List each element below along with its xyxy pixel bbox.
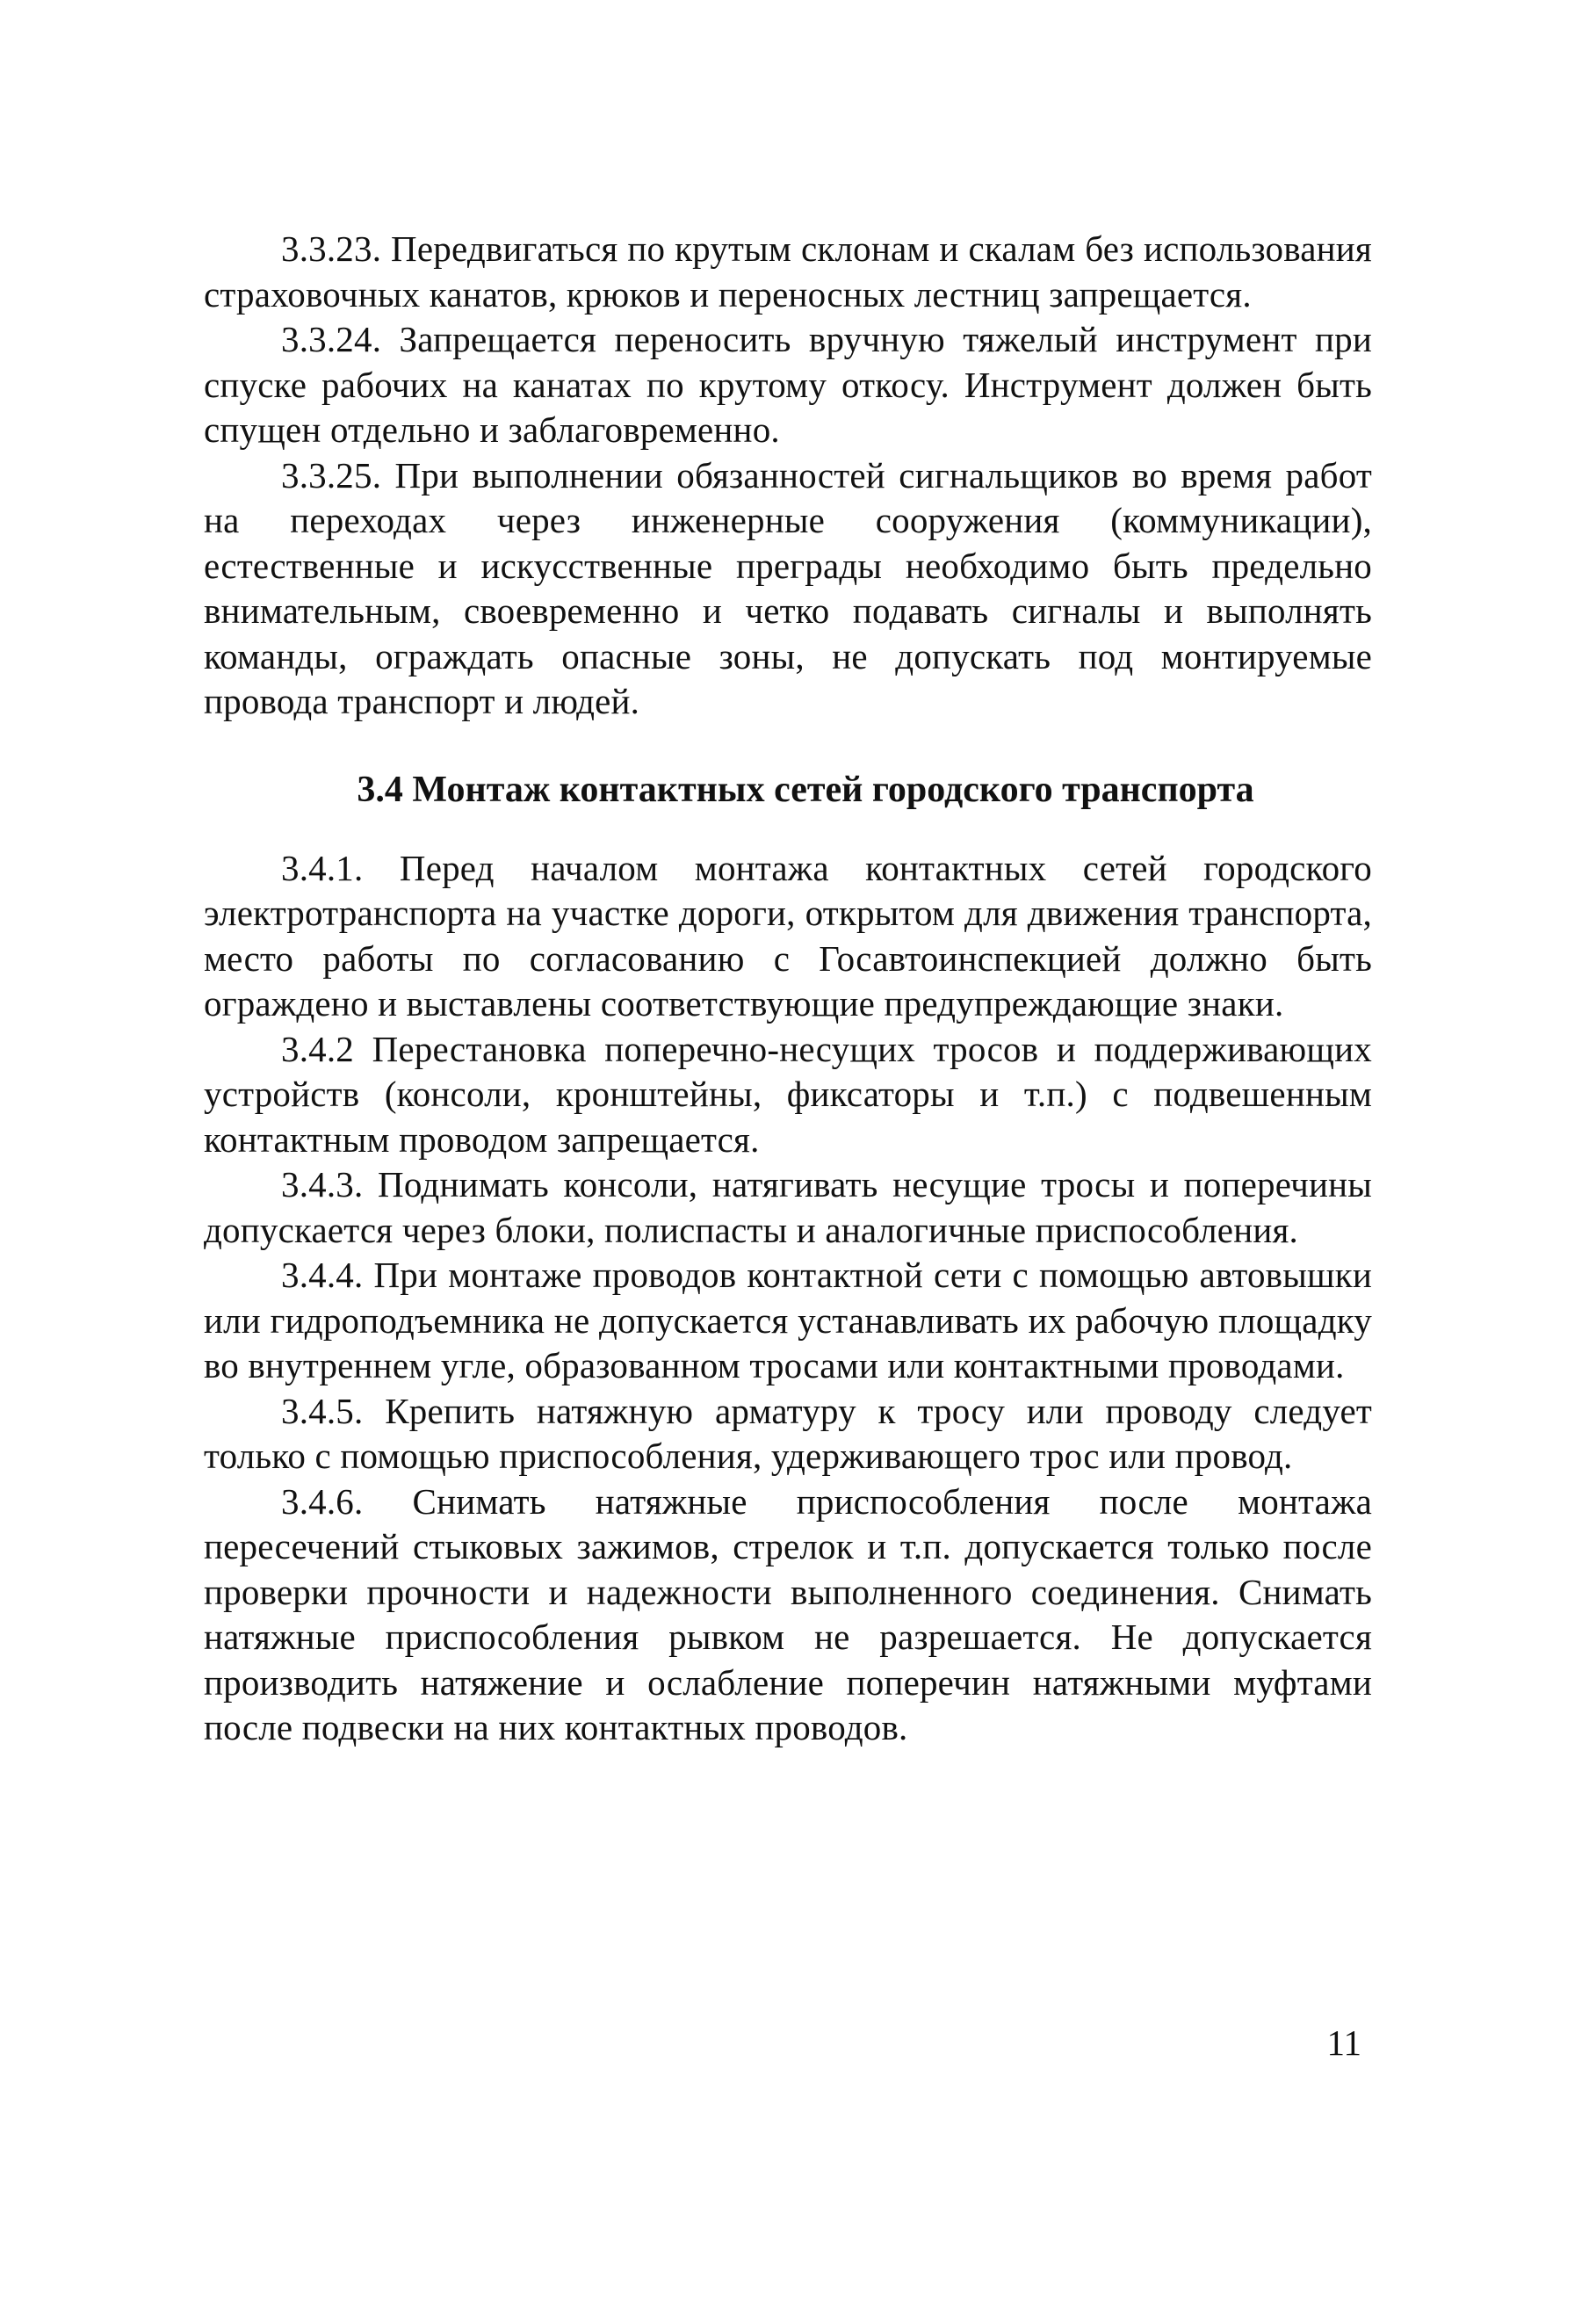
page-number: 11	[1326, 2022, 1361, 2063]
paragraph-3-4-1: 3.4.1. Перед началом монтажа контактных сетей городского электротранспорта на участке дороги, открытом для движения транспорта, место работы по согласованию с Госавтоинспекцией должно быть ограждено и выставлены соответствующие предупреждающие знаки.	[204, 847, 1372, 1024]
section-3-4	[204, 846, 1372, 1751]
paragraph-3-4-6: 3.4.6. Снимать натяжные приспособления после монтажа пересечений стыковых зажимов, стрелок и т.п. допускается только после проверки прочности и надежности выполненного соединения. Снимать натяжные приспособления рывком не разрешается. Не допускается производить натяжение и ослабление поперечин натяжными муфтами после подвески на них контактных проводов.	[204, 1480, 1372, 1747]
section-heading: 3.4 Монтаж контактных сетей городского транспорта	[357, 769, 1254, 810]
paragraph-3-3-25: 3.3.25. При выполнении обязанностей сигнальщиков во время работ на переходах через инженерные сооружения (коммуникации), естественные и искусственные преграды необходимо быть предельно внимательным, своевременно и четко подавать сигналы и выполнять команды, ограждать опасные зоны, не допускать под монтируемые провода транспорт и людей.	[204, 454, 1372, 721]
paragraph-3-4-4: 3.4.4. При монтаже проводов контактной сети с помощью автовышки или гидроподъемника не допускается устанавливать их рабочую площадку во внутреннем угле, образованном тросами или контактными проводами.	[204, 1255, 1372, 1385]
paragraph-3-3-24: 3.3.24. Запрещается переносить вручную тяжелый инструмент при спуске рабочих на канатах по крутому откосу. Инструмент должен быть спущен отдельно и заблаговременно.	[204, 319, 1372, 450]
paragraph-3-3-23: 3.3.23. Передвигаться по крутым склонам и скалам без использования страховочных канатов, крюков и переносных лестниц запрещается.	[204, 228, 1372, 315]
paragraph-3-4-3: 3.4.3. Поднимать консоли, натягивать несущие тросы и поперечины допускается через блоки, полиспасты и аналогичные приспособления.	[204, 1164, 1372, 1250]
text-column	[204, 227, 1372, 1751]
paragraph-3-4-5: 3.4.5. Крепить натяжную арматуру к тросу или проводу следует только с помощью приспособления, удерживающего трос или провод.	[204, 1390, 1372, 1476]
paragraph-3-4-2: 3.4.2 Перестановка поперечно-несущих тросов и поддерживающих устройств (консоли, кронштейны, фиксаторы и т.п.) с подвешенным контактным проводом запрещается.	[204, 1028, 1372, 1160]
section-3-3	[204, 227, 1372, 725]
